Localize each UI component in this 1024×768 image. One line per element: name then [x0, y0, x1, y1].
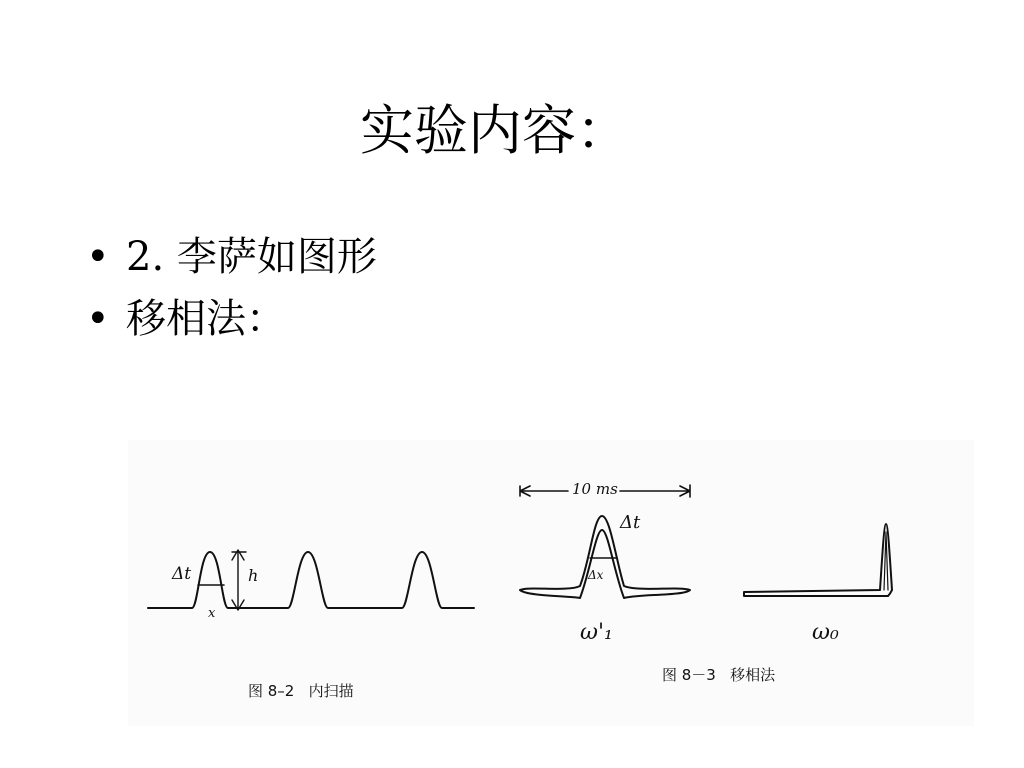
bullet-list: [86, 226, 377, 350]
slide-title: 实验内容：: [360, 99, 630, 162]
fig83-omega0-label: ω₀: [812, 620, 839, 645]
fig82-hx-sub-label: x: [208, 606, 216, 621]
bullet-text: 移相法：: [126, 296, 286, 342]
fig82-h-arrow: [232, 550, 246, 610]
fig82-waveform: [148, 552, 474, 608]
fig83-delta-x-label: Δx: [588, 568, 604, 582]
fig83-delta-t-label: Δt: [620, 512, 641, 533]
fig83-loop-omega0: [744, 524, 892, 596]
bullet-marker: •: [86, 296, 110, 342]
fig83-omega1-label: ω'₁: [580, 620, 613, 645]
bullet-text: 2. 李萨如图形: [126, 234, 377, 280]
fig82-caption: 图 8–2 内扫描: [248, 682, 354, 700]
bullet-item-phase-shift: [86, 288, 377, 350]
fig83-span-label: 10 ms: [572, 480, 618, 498]
fig82-delta-t-label: Δt: [172, 564, 192, 584]
bullet-marker: •: [86, 234, 110, 280]
fig82-h-label: h: [248, 566, 259, 585]
fig83-loop-omega1: [520, 516, 690, 598]
fig83-caption: 图 8－3 移相法: [662, 666, 776, 684]
bullet-item-lissajous: [86, 226, 377, 288]
scanned-figure: [128, 440, 974, 726]
fig83-peak-inner: [884, 532, 888, 590]
